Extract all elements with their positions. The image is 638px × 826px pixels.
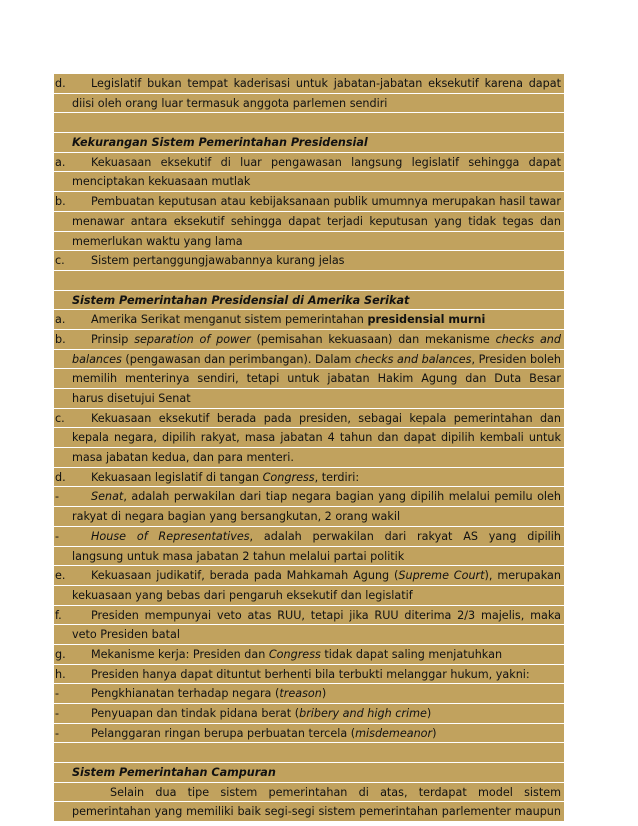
list-marker: g. [55,647,66,661]
line-text [72,665,561,685]
text-run: langsung untuk masa jabatan 2 tahun melalui partai politik [72,549,405,563]
line-text [72,330,561,350]
text-line [54,468,564,488]
text-run: masa jabatan kedua, dan para menteri. [72,451,294,465]
text-run: House of Representatives [91,529,250,543]
line-text [72,704,561,724]
line-text [72,783,561,803]
text-run: separation of power [134,332,251,346]
text-run: Selain dua tipe sistem pemerintahan di atas, terdapat model sistem [110,785,561,799]
text-line [54,547,564,567]
list-marker: h. [55,667,66,681]
text-run: , terdiri: [314,470,360,484]
line-text [72,724,561,744]
text-run: Presiden hanya dapat dituntut berhenti bila terbukti melanggar hukum, yakni: [91,667,530,681]
line-text [72,684,561,704]
text-run: menciptakan kekuasaan mutlak [72,175,251,189]
list-marker: f. [55,608,62,622]
text-run: Kekuasaan eksekutif di luar pengawasan langsung legislatif sehingga dapat [91,155,561,169]
text-run: checks and [495,332,561,346]
list-marker: c. [55,254,65,268]
text-run: menawar antara eksekutif sehingga dapat terjadi keputusan yang tidak tegas dan [72,214,561,228]
text-run: Pembuatan keputusan atau kebijaksanaan publik umumnya merupakan hasil tawar [91,195,561,209]
line-text [72,409,561,429]
text-line [54,724,564,744]
list-marker: b. [55,195,66,209]
text-run: memilih menterinya sendiri, tetapi untuk jabatan Hakim Agung dan Duta Besar [72,372,561,386]
text-run: , adalah perwakilan dari tiap negara bagian yang dipilih melalui pemilu oleh [123,490,561,504]
text-run: presidensial murni [367,313,486,327]
line-text [72,468,561,488]
list-marker: - [55,687,60,701]
text-line [54,487,564,507]
text-line [54,586,564,606]
line-text [72,606,561,626]
text-line [54,625,564,645]
text-run: Sistem pertanggungjawabannya kurang jelas [91,254,345,268]
text-line [54,94,564,114]
text-line [54,153,564,173]
text-run: Sistem Pemerintahan Campuran [72,766,276,780]
text-line [54,645,564,665]
text-line [54,684,564,704]
blank-line [54,113,564,133]
list-marker: b. [55,332,66,346]
line-text [72,310,561,330]
text-run: veto Presiden batal [72,628,180,642]
text-run: Presiden mempunyai veto atas RUU, tetapi jika RUU diterima 2/3 majelis, maka [91,608,561,622]
line-text [72,153,561,173]
line-text [72,802,561,822]
text-run: diisi oleh orang luar termasuk anggota parlemen sendiri [72,96,388,110]
text-run: Congress [268,647,321,661]
text-run: Supreme Court [398,569,485,583]
text-run: Pengkhianatan terhadap negara ( [91,687,280,701]
document-body [54,74,564,822]
text-run: ) [426,707,432,720]
text-line [54,507,564,527]
list-marker: d. [55,470,66,484]
text-line [54,310,564,330]
line-text [72,172,561,192]
blank-line [54,743,564,763]
text-line [54,330,564,350]
text-run: (pengawasan dan perimbangan). Dalam [121,352,355,366]
list-marker: a. [55,155,66,169]
text-run: pemerintahan yang memiliki baik segi-segi sistem pemerintahan parlementer maupun [72,805,561,819]
list-marker: - [55,490,60,504]
line-text [72,487,561,507]
text-run: tidak dapat saling menjatuhkan [320,647,503,661]
list-marker: - [55,529,60,543]
text-run: treason [279,687,322,701]
line-text [72,428,561,448]
text-line [54,428,564,448]
text-run: kepala negara, dipilih rakyat, masa jabatan 4 tahun dan dapat dipilih kembali untuk [72,431,561,445]
section-heading [72,133,561,153]
line-text [72,251,561,271]
text-line [54,192,564,212]
text-run: ), merupakan [484,569,561,583]
text-run: Congress [262,470,315,484]
text-run: (pemisahan kekuasaan) dan mekanisme [250,332,496,346]
text-run: harus disetujui Senat [72,392,191,405]
text-run: memerlukan waktu yang lama [72,234,243,248]
text-line [54,251,564,271]
text-run: Senat [91,490,124,504]
text-line [54,665,564,685]
line-text [72,547,561,567]
section-heading [72,291,561,311]
text-run: rakyat di negara bagian yang bersangkutan, 2 orang wakil [72,510,401,524]
text-line [54,527,564,547]
text-run: Kekurangan Sistem Pemerintahan Presidensial [72,136,368,150]
line-text [72,507,561,527]
line-text [72,369,561,389]
list-marker: c. [55,411,65,425]
text-line [54,369,564,389]
list-marker: - [55,707,60,720]
text-line [54,783,564,803]
section-heading [72,763,561,783]
text-line [54,409,564,429]
text-line [54,172,564,192]
text-run: ) [432,726,437,740]
text-line [54,802,564,822]
text-line [54,389,564,409]
text-run: ) [321,687,327,701]
text-line [54,566,564,586]
text-run: Kekuasaan judikatif, berada pada Mahkamah Agung ( [91,569,399,583]
text-line [54,291,564,311]
text-run: misdemeanor [355,726,433,740]
list-marker: a. [55,313,66,327]
text-run: checks and balances [354,352,472,366]
text-run: Kekuasaan eksekutif berada pada presiden, sebagai kepala pemerintahan dan [91,411,561,425]
text-line [54,704,564,724]
text-run: , adalah perwakilan dari rakyat AS yang dipilih [249,529,561,543]
list-marker: e. [55,569,66,583]
line-text [72,192,561,212]
text-run: Prinsip [91,332,135,346]
line-text [72,389,561,409]
text-line [54,133,564,153]
list-marker: d. [55,77,66,90]
text-run: Mekanisme kerja: Presiden dan [91,647,269,661]
text-run: Penyuapan dan tindak pidana berat ( [91,707,300,720]
text-run: balances [72,352,122,366]
text-run: Legislatif bukan tempat kaderisasi untuk jabatan-jabatan eksekutif karena dapat [91,77,561,90]
line-text [72,94,561,114]
text-run: kekuasaan yang bebas dari pengaruh eksekutif dan legislatif [72,588,413,602]
text-line [54,606,564,626]
line-text [72,74,561,94]
line-text [72,586,561,606]
line-text [72,527,561,547]
line-text [72,448,561,468]
text-line [54,74,564,94]
line-text [72,645,561,665]
text-run: Sistem Pemerintahan Presidensial di Amerika Serikat [72,293,410,307]
text-run: Amerika Serikat menganut sistem pemerintahan [91,313,368,327]
text-line [54,448,564,468]
line-text [72,232,561,252]
text-line [54,763,564,783]
list-marker: - [55,726,60,740]
text-run: , Presiden boleh [471,352,561,366]
line-text [72,350,561,370]
text-run: Pelanggaran ringan berupa perbuatan tercela ( [91,726,356,740]
text-line [54,350,564,370]
line-text [72,566,561,586]
line-text [72,625,561,645]
line-text [72,212,561,232]
text-run: bribery and high crime [299,707,427,720]
text-line [54,232,564,252]
blank-line [54,271,564,291]
text-run: Kekuasaan legislatif di tangan [91,470,263,484]
text-line [54,212,564,232]
